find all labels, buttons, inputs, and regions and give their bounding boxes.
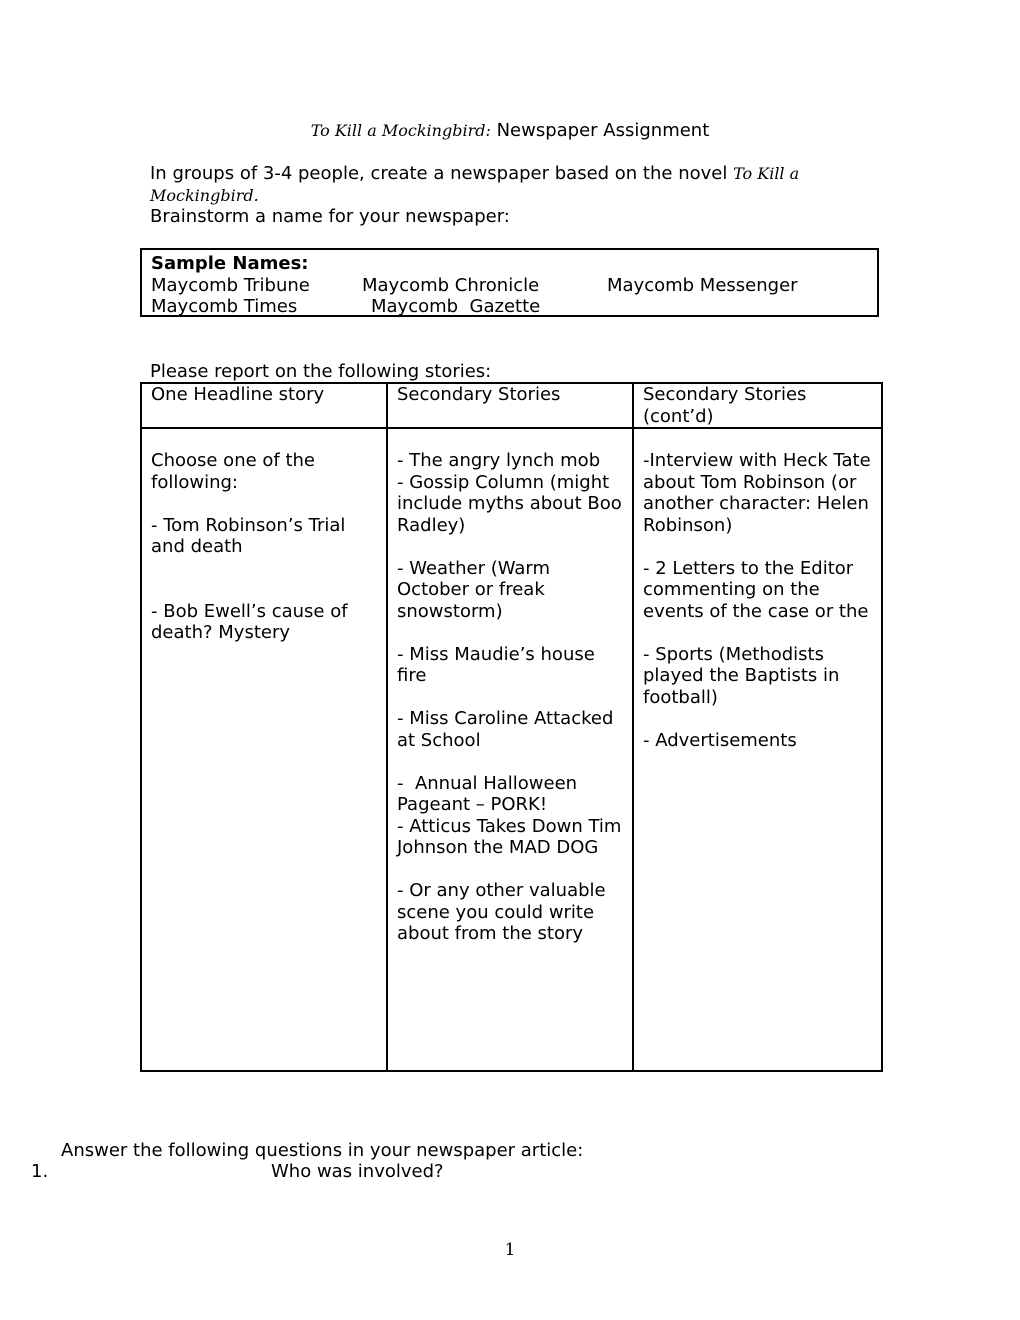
- list-item: - Tom Robinson’s Trial and death: [151, 514, 346, 557]
- list-item: Choose one of the following:: [151, 450, 316, 493]
- list-item: - Gossip Column (might include myths about Boo Radley): [397, 471, 622, 536]
- list-item: - The angry lynch mob: [397, 450, 601, 471]
- header-secondary-contd: Secondary Stories (cont’d): [633, 383, 882, 428]
- sample-names-header: Sample Names:: [151, 253, 309, 274]
- intro-novel-title: To Kill a: [733, 164, 800, 183]
- list-item: - Weather (Warm October or freak snowstorm): [397, 557, 551, 622]
- intro-paragraph: [150, 163, 850, 228]
- list-item: - Miss Caroline Attacked at School: [397, 708, 614, 751]
- list-item: -Interview with Heck Tate about Tom Robinson (or another character: Helen Robinson): [643, 450, 871, 536]
- page-number: 1: [504, 1240, 516, 1260]
- page-title: [0, 120, 1020, 142]
- list-item: - 2 Letters to the Editor commenting on the events of the case or the: [643, 557, 869, 622]
- novel-title: To Kill a Mockingbird:: [310, 121, 491, 140]
- headline-cell: [141, 428, 387, 1071]
- secondary-cell: [387, 428, 633, 1071]
- sample-name: Maycomb Chronicle: [362, 275, 540, 296]
- sample-name: Maycomb Messenger: [607, 275, 798, 296]
- list-item: - Atticus Takes Down Tim Johnson the MAD DOG: [397, 815, 622, 858]
- sample-names-box: [140, 248, 879, 317]
- question-text: Who was involved?: [271, 1161, 444, 1182]
- assignment-title: Newspaper Assignment: [496, 120, 710, 141]
- sample-name: Maycomb Gazette: [371, 296, 541, 317]
- intro-line: In groups of 3-4 people, create a newspaper based on the novel: [150, 163, 728, 184]
- list-item: - Annual Halloween Pageant – PORK!: [397, 772, 583, 815]
- stories-table: [140, 382, 883, 1072]
- question-number: 1.: [31, 1161, 49, 1182]
- sample-name: Maycomb Times: [151, 296, 298, 317]
- table-body-row: [141, 428, 882, 1071]
- list-item: - Or any other valuable scene you could write about from the story: [397, 880, 606, 944]
- report-prompt: Please report on the following stories:: [150, 361, 492, 382]
- list-item: - Sports (Methodists played the Baptists in football): [643, 643, 840, 708]
- header-secondary: Secondary Stories: [387, 383, 633, 428]
- answer-prompt: Answer the following questions in your newspaper article:: [61, 1140, 584, 1161]
- sample-name: Maycomb Tribune: [151, 275, 310, 296]
- list-item: - Miss Maudie’s house fire: [397, 643, 595, 686]
- list-item: - Advertisements: [643, 729, 797, 751]
- brainstorm-prompt: Brainstorm a name for your newspaper:: [150, 206, 510, 227]
- header-headline: One Headline story: [141, 383, 387, 428]
- intro-novel-title-cont: Mockingbird.: [150, 185, 259, 205]
- list-item: - Bob Ewell’s cause of death? Mystery: [151, 600, 348, 643]
- table-header-row: [141, 383, 882, 428]
- secondary-contd-cell: [633, 428, 882, 1071]
